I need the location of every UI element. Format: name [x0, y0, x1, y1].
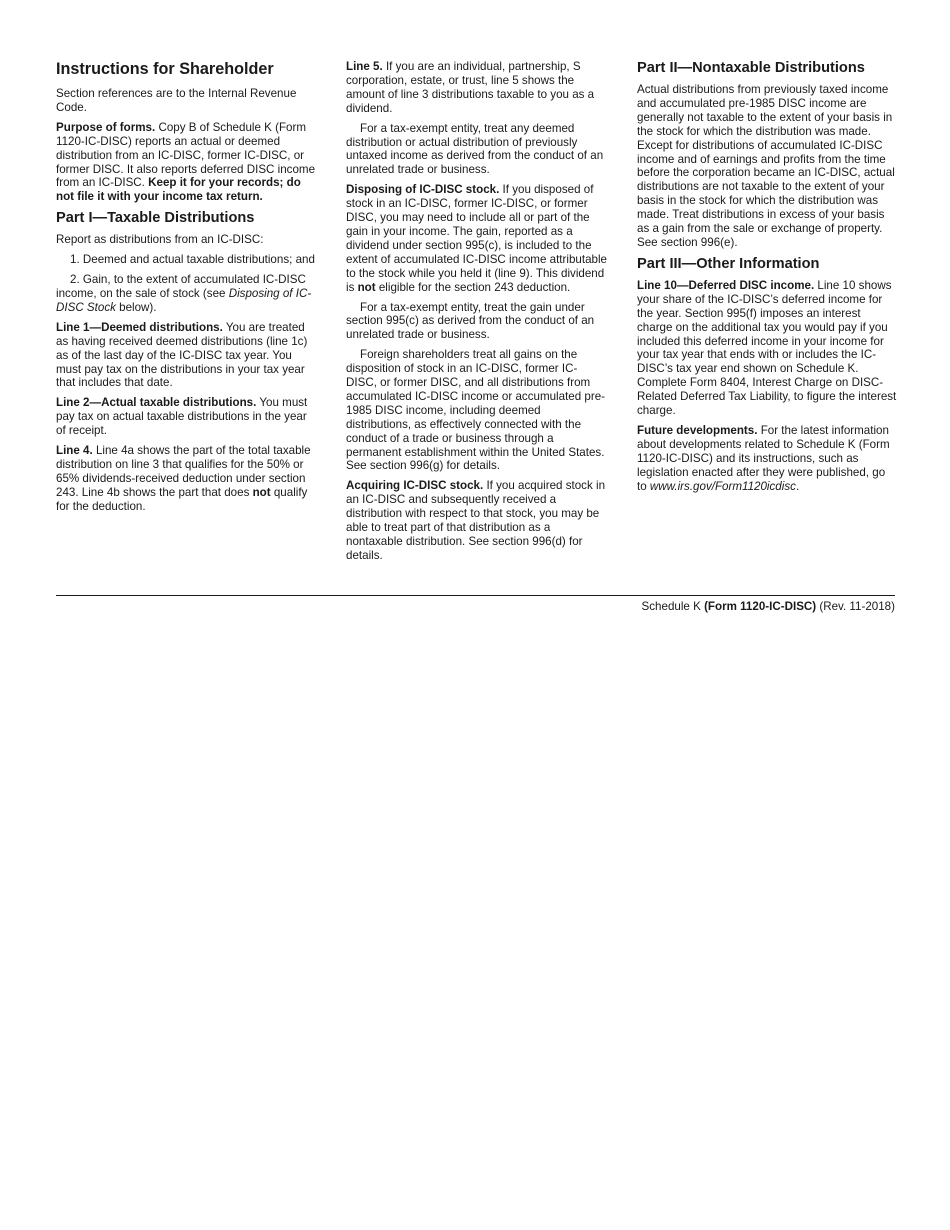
line4-text-end: qualify for the deduction. [56, 485, 308, 513]
column-right [637, 60, 897, 499]
line10-label: Line 10—Deferred DISC income. [637, 278, 815, 292]
line4-label: Line 4. [56, 444, 93, 458]
line1-text: You are treated as having received deemed distributions (line 1c) as of the last day of the IC-DISC tax year. You must pay tax on the distributions in your tax year that includes that date. [56, 320, 308, 390]
line4-text: Line 4a shows the part of the total taxable distribution on line 3 that qualifies for the 50% or 65% dividends-received deduction under section 243. Line 4b shows the part that does [56, 444, 311, 499]
section-references: Section references are to the Internal Revenue Code. [56, 87, 297, 114]
footer-divider [56, 595, 895, 596]
page-footer [642, 600, 895, 614]
tax-exempt-paragraph-2: For a tax-exempt entity, treat the gain under section 995(c) as derived from the conduct of an unrelated trade or business. [346, 300, 595, 342]
part1-heading: Part I—Taxable Distributions [56, 210, 255, 227]
foreign-shareholders-paragraph: Foreign shareholders treat all gains on the disposition of stock in an IC-DISC, former IC-DISC, or former DISC, and all distributions from accumulated IC-DISC income or accumulated pre-1985 DISC income, including deemed distributions, as effectively connected with the conduct of a trade or business through a permanent establishment within the United States. See section 996(g) for details. [346, 348, 606, 473]
future-label: Future developments. [637, 423, 758, 437]
column-middle [346, 60, 608, 569]
future-end: . [795, 479, 800, 493]
footer-schedule: Schedule K [641, 600, 705, 613]
part2-paragraph: Actual distributions from previously taxed income and accumulated pre-1985 DISC income are generally not taxable to the extent of your basis in the stock for which the distribution was made. Except for distributions of accumulated IC-DISC income and of earnings and profits from the time before the corporation became an IC-DISC, actual distributions are not taxable to the extent of your basis in the stock for which the distribution was made. Treat distributions in excess of your basis as a gain from the sale or exchange of property. See section 996(e). [637, 83, 895, 249]
acquiring-paragraph [346, 479, 608, 562]
future-text: For the latest information about developments related to Schedule K (Form 1120-IC-DISC) and its instructions, such as legislation enacted after they were published, go to [637, 423, 890, 493]
acquiring-text: If you acquired stock in an IC-DISC and subsequently received a distribution with respect to that stock, you may be able to treat part of that distribution as a nontaxable distribution. See section 996(d) for details. [346, 479, 606, 562]
list-item-2-italic: Disposing of IC-DISC Stock [56, 286, 312, 314]
line5-text: If you are an individual, partnership, S corporation, estate, or trust, line 5 shows the amount of line 3 distributions taxable to you as a dividend. [346, 60, 595, 115]
purpose-label: Purpose of forms. [56, 120, 156, 134]
footer-form: (Form 1120-IC-DISC) [704, 600, 817, 613]
line10-text: Line 10 shows your share of the IC-DISC’s deferred income for the year. Section 995(f) imposes an interest charge on the additional tax you would pay if you included this deferred income in your income for your tax year that ends with or includes the IC-DISC’s tax year end shown on Schedule K. Complete Form 8404, Interest Charge on DISC-Related Deferred Tax Liability, to figure the interest charge. [637, 278, 897, 418]
future-url-link[interactable]: www.irs.gov/Form1120icdisc [649, 479, 796, 493]
line1-paragraph [56, 321, 318, 391]
line2-paragraph [56, 396, 318, 438]
list-item-2-end: below). [115, 300, 157, 314]
line10-paragraph [637, 279, 897, 418]
tax-exempt-paragraph-1: For a tax-exempt entity, treat any deemed distribution or actual distribution of previously untaxed income as derived from the conduct of an unrelated trade or business. [346, 121, 604, 177]
purpose-text: Copy B of Schedule K (Form 1120-IC-DISC) reports an actual or deemed distribution from an IC-DISC, former IC-DISC, or former DISC. It also reports deferred DISC income from an IC-DISC. [56, 120, 316, 190]
disposing-text: If you disposed of stock in an IC-DISC, former IC-DISC, or former DISC, you may need to include all or part of the gain in your income. The gain, reported as a dividend under section 995(c), is included to the extent of accumulated IC-DISC income attributable to the stock while you held it (line 9). This dividend is [346, 183, 607, 294]
disposing-text-end: eligible for the section 243 deduction. [375, 280, 571, 294]
disposing-not: not [357, 280, 376, 294]
line5-label: Line 5. [346, 60, 383, 73]
line2-text: You must pay tax on actual taxable distributions in the year of receipt. [56, 396, 308, 438]
disposing-label: Disposing of IC-DISC stock. [346, 183, 500, 197]
list-item-2-text: 2. Gain, to the extent of accumulated IC-DISC income, on the sale of stock (see [56, 273, 306, 300]
disposing-paragraph [346, 183, 608, 294]
future-paragraph [637, 424, 897, 494]
line2-label: Line 2—Actual taxable distributions. [56, 396, 257, 410]
line5-paragraph [346, 60, 608, 116]
footer-rev: (Rev. 11-2018) [816, 600, 895, 613]
purpose-paragraph [56, 121, 318, 204]
part2-heading: Part II—Nontaxable Distributions [637, 60, 865, 76]
page-title: Instructions for Shareholder [56, 60, 274, 78]
line1-label: Line 1—Deemed distributions. [56, 320, 223, 334]
line4-not: not [252, 485, 271, 499]
column-left [56, 60, 318, 520]
report-as-text: Report as distributions from an IC-DISC: [56, 233, 264, 247]
list-item-1: 1. Deemed and actual taxable distributions; and [70, 253, 315, 267]
list-item-2 [56, 273, 318, 315]
acquiring-label: Acquiring IC-DISC stock. [346, 479, 484, 493]
purpose-bold-note: Keep it for your records; do not file it with your income tax return. [56, 176, 301, 204]
line4-paragraph [56, 444, 318, 514]
part3-heading: Part III—Other Information [637, 255, 820, 272]
